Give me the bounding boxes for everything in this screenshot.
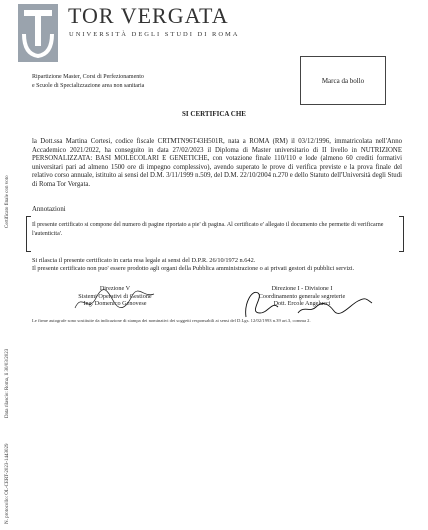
annotations-bracket-left xyxy=(26,216,31,252)
handwritten-signature-right xyxy=(238,283,378,323)
signature-left-name: Ing. Domenico Genovese xyxy=(83,300,147,308)
side-issue-date: Data rilascio: Roma, lì 30/03/2023 xyxy=(5,348,10,418)
department-info xyxy=(32,73,144,91)
signature-right-unit: Coordinamento generale segreterie xyxy=(258,292,346,300)
certifies-heading: SI CERTIFICA CHE xyxy=(182,110,246,118)
annotations-bracket-right xyxy=(399,216,404,252)
department-line-1: Ripartizione Master, Corsi di Perfezionamento xyxy=(32,74,144,80)
footnote: Le firme autografe sono sostituite da indicazione di stampa dei nominativi dei soggetti responsabili ai sensi del D.Lgs. 12/02/1993 n.39 art.3, comma 2. xyxy=(32,318,311,323)
annotations-label: Annotazioni xyxy=(32,206,66,213)
revenue-stamp-label: Marca da bollo xyxy=(321,76,365,85)
department-line-2: e Scuole di Specializzazione area non sanitaria xyxy=(32,83,145,89)
legal-line-2: Il presente certificato non puo' essere prodotto agli organi della Pubblica amministrazione o ai privati gestori di pubblici servizi. xyxy=(32,265,355,273)
signature-right-name: Dott. Ercole Angelucci xyxy=(273,300,331,308)
legal-notes xyxy=(32,257,402,274)
university-subtitle: UNIVERSITÀ DEGLI STUDI DI ROMA xyxy=(69,31,240,38)
side-certificate-type: Certificato finale con voto xyxy=(5,175,10,228)
signature-left-unit: Sistemi Operativi di Gestione xyxy=(78,292,152,300)
university-logo xyxy=(18,4,58,62)
legal-line-1: Si rilascia il presente certificato in carta resa legale ai sensi del D.P.R. 26/10/1972 n.642. xyxy=(32,257,256,264)
annotations-text: Il presente certificato si compone del numero di pagine riportato a pie' di pagina. Al certificato e' allegato il documento che permette di verificarne l'autenticita'. xyxy=(32,222,384,237)
university-name: TOR VERGATA xyxy=(68,3,229,28)
side-protocol-number: N. protocollo: OL-CERT-2023-1443029 xyxy=(5,443,10,524)
university-logo-icon xyxy=(18,4,58,62)
revenue-stamp-box xyxy=(300,56,386,105)
certificate-body: la Dott.ssa Martina Cortesi, codice fiscale CRTMTN96T43H501R, nata a ROMA (RM) il 03/12/1996, immatricolata nell'Anno Accademico 2021/2022, ha conseguito in data 27/02/2023 il Diploma di Master universitario di II livello in NUTRIZIONE PERSONALIZZATA: BASI MOLECOLARI E GENETICHE, con votazione finale 110/110 e lode (almeno 60 crediti formativi universitari pari ad almeno 1500 ore di impegno complessivo), avendo superato le prove di verifica previste e la prova finale del relativo corso annuale, istituito ai sensi del D.M. 3/11/1999 n.509, del D.M. 22/10/2004 n.270 e dello Statuto dell'Università degli Studi di Roma Tor Vergata. xyxy=(32,138,402,188)
handwritten-signature-left xyxy=(70,288,160,316)
annotations-box xyxy=(26,216,404,250)
signature-right-role: Direzione I - Divisione I xyxy=(271,285,333,292)
signature-left-role: Direzione V xyxy=(99,285,131,292)
